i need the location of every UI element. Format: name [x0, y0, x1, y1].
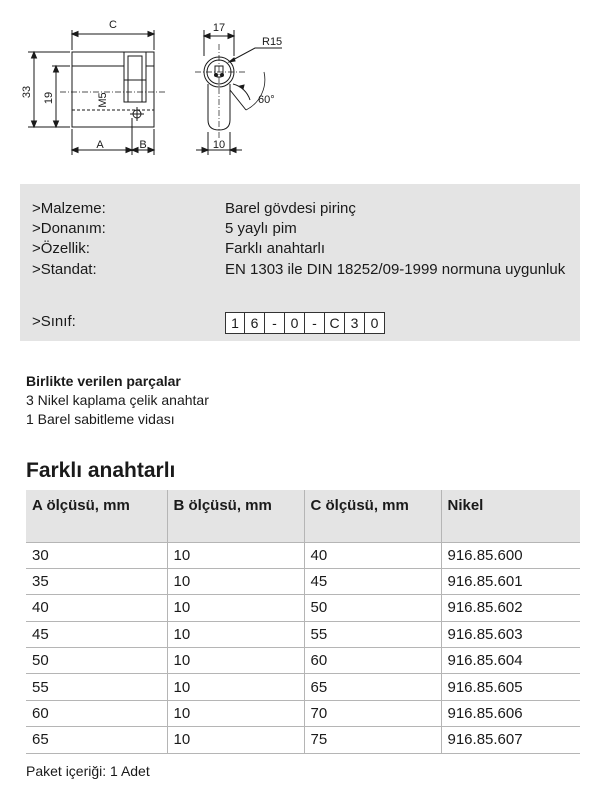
cell-c: 50: [304, 595, 441, 621]
table-row: [26, 648, 580, 674]
table-row: [26, 727, 580, 753]
spec-label: >Sınıf:: [32, 313, 76, 330]
spec-value: EN 1303 ile DIN 18252/09-1999 normuna uygunluk: [225, 261, 566, 278]
table-row: [26, 700, 580, 726]
dim-10-label: 10: [212, 139, 226, 151]
spec-label: >Malzeme:: [32, 200, 106, 217]
technical-drawing: [0, 0, 615, 180]
cell-a: 30: [26, 542, 167, 568]
cell-b: 10: [167, 727, 304, 753]
section-title: Farklı anahtarlı: [26, 459, 176, 482]
cell-b: 10: [167, 542, 304, 568]
cell-article-no: 916.85.600: [441, 542, 580, 568]
dim-60-label: 60°: [258, 94, 275, 106]
column-header-c: C ölçüsü, mm: [304, 490, 441, 542]
cell-a: 40: [26, 595, 167, 621]
cell-a: 60: [26, 700, 167, 726]
table-header-row: [26, 490, 580, 542]
cell-c: 55: [304, 621, 441, 647]
cell-article-no: 916.85.605: [441, 674, 580, 700]
spec-label: >Özellik:: [32, 240, 90, 257]
cell-article-no: 916.85.607: [441, 727, 580, 753]
class-code-box: 0: [285, 312, 305, 334]
dim-b-label: B: [139, 139, 147, 151]
class-code-boxes: [225, 312, 385, 334]
included-item: 3 Nikel kaplama çelik anahtar: [26, 392, 209, 408]
cell-c: 45: [304, 568, 441, 594]
cell-article-no: 916.85.604: [441, 648, 580, 674]
cell-c: 70: [304, 700, 441, 726]
included-item: 1 Barel sabitleme vidası: [26, 411, 175, 427]
dim-r15-label: R15: [262, 36, 283, 48]
cell-article-no: 916.85.601: [441, 568, 580, 594]
included-parts: [26, 372, 586, 429]
spec-label: >Standat:: [32, 261, 97, 278]
product-table: [26, 490, 580, 754]
column-header-b: B ölçüsü, mm: [167, 490, 304, 542]
cell-c: 75: [304, 727, 441, 753]
table-row: [26, 542, 580, 568]
table-row: [26, 674, 580, 700]
column-header-a: A ölçüsü, mm: [26, 490, 167, 542]
cell-article-no: 916.85.606: [441, 700, 580, 726]
spec-box: [20, 184, 580, 341]
cell-article-no: 916.85.602: [441, 595, 580, 621]
dim-17-label: 17: [212, 22, 226, 34]
dim-33-label: 33: [21, 85, 33, 99]
cell-b: 10: [167, 700, 304, 726]
table-row: [26, 595, 580, 621]
class-code-box: C: [325, 312, 345, 334]
dim-c-label: C: [109, 19, 117, 31]
class-code-box: 6: [245, 312, 265, 334]
spec-value: 5 yaylı pim: [225, 220, 297, 237]
included-title: Birlikte verilen parçalar: [26, 373, 181, 389]
class-code-box: 0: [365, 312, 385, 334]
cell-b: 10: [167, 568, 304, 594]
class-code-box: 1: [225, 312, 245, 334]
dim-m5-label: M5: [97, 92, 109, 108]
table-row: [26, 568, 580, 594]
cell-b: 10: [167, 674, 304, 700]
cell-c: 65: [304, 674, 441, 700]
package-contents: Paket içeriği: 1 Adet: [26, 763, 150, 779]
class-code-box: -: [305, 312, 325, 334]
dim-a-label: A: [96, 139, 104, 151]
cell-b: 10: [167, 648, 304, 674]
cell-b: 10: [167, 595, 304, 621]
class-code-box: -: [265, 312, 285, 334]
spec-value: Barel gövdesi pirinç: [225, 200, 356, 217]
dim-19-label: 19: [43, 91, 55, 105]
cell-a: 55: [26, 674, 167, 700]
spec-label: >Donanım:: [32, 220, 106, 237]
spec-value: Farklı anahtarlı: [225, 240, 326, 257]
cell-b: 10: [167, 621, 304, 647]
cell-a: 45: [26, 621, 167, 647]
cell-a: 65: [26, 727, 167, 753]
class-code-box: 3: [345, 312, 365, 334]
table-row: [26, 621, 580, 647]
cell-a: 50: [26, 648, 167, 674]
cell-c: 40: [304, 542, 441, 568]
column-header-nikel: Nikel: [441, 490, 580, 542]
cell-c: 60: [304, 648, 441, 674]
cell-article-no: 916.85.603: [441, 621, 580, 647]
cell-a: 35: [26, 568, 167, 594]
